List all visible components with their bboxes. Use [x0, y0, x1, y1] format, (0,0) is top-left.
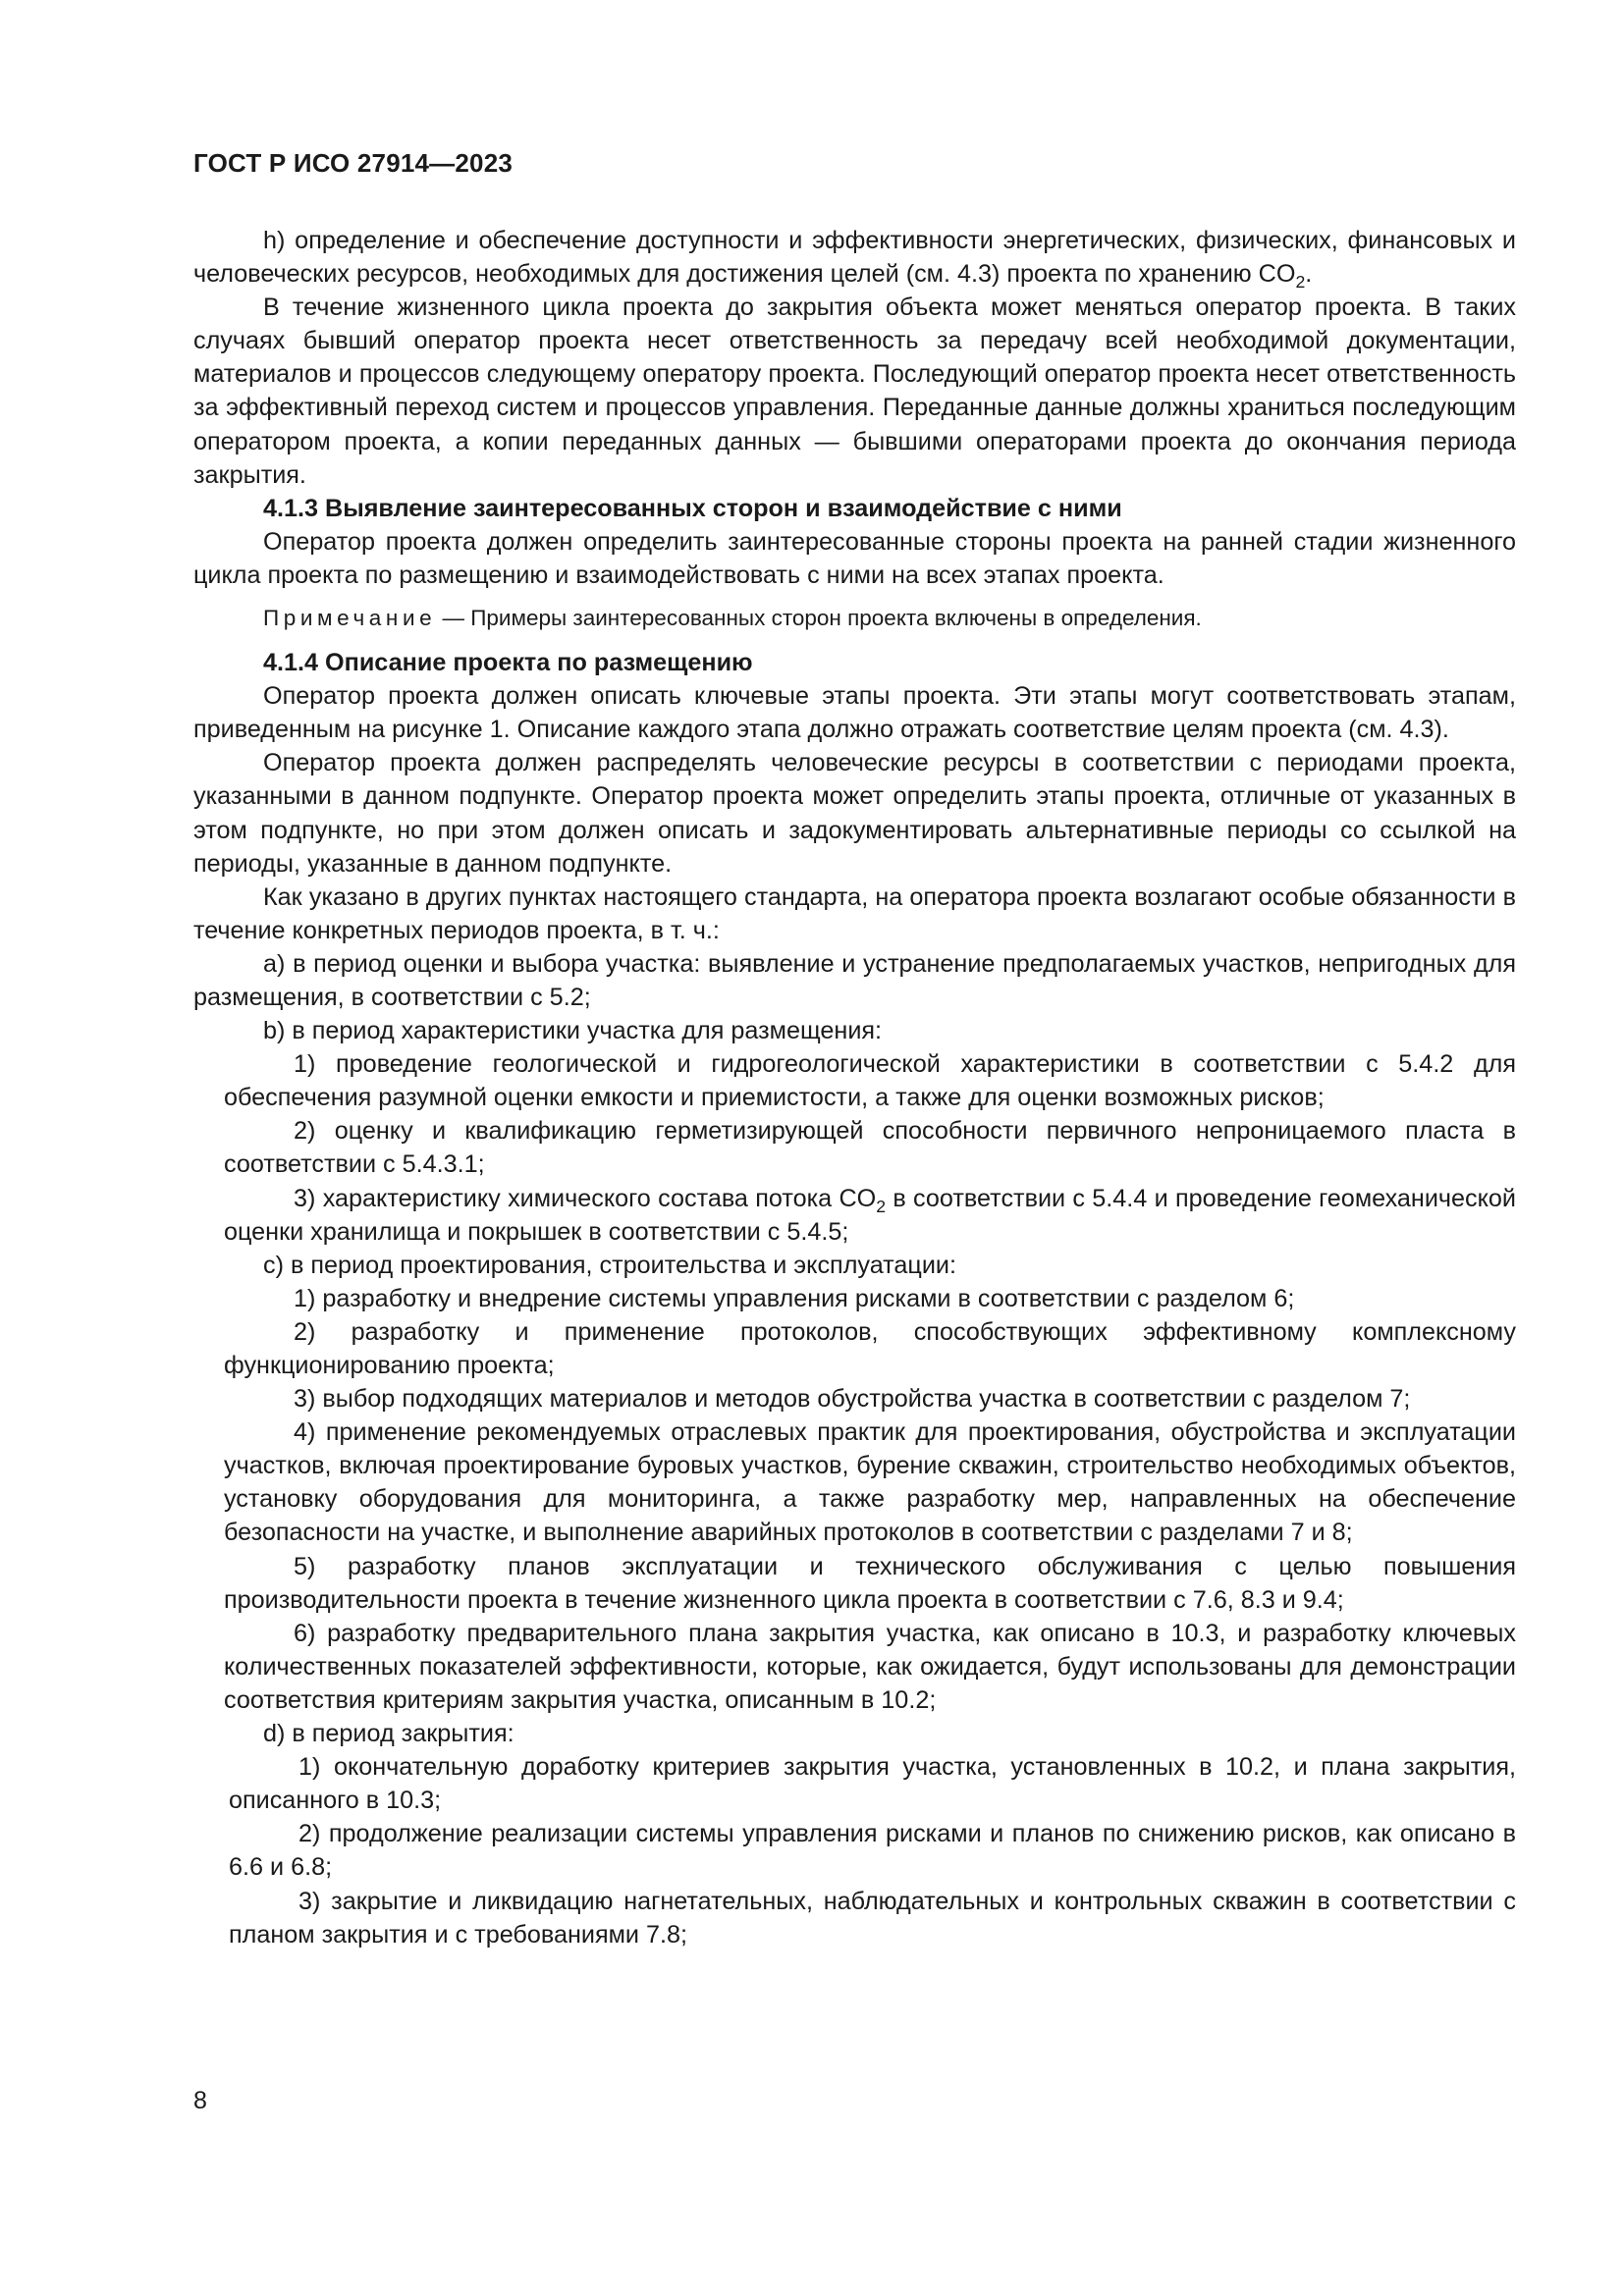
list-item-a: a) в период оценки и выбора участка: выявление и устранение предполагаемых участков, непригодных для размещения, в соответствии с 5.2;: [193, 949, 1516, 1011]
list-item-c3: 3) выбор подходящих материалов и методов обустройства участка в соответствии с разделом 7;: [294, 1385, 1411, 1414]
list-item-b3: [193, 1182, 1516, 1249]
paragraph-stakeholders: Оператор проекта должен определить заинтересованные стороны проекта на ранней стадии жизненного цикла проекта по размещению и взаимодействовать с ними на всех этапах проекта.: [193, 527, 1516, 589]
list-item-d: d) в период закрытия:: [263, 1720, 514, 1748]
note-text: — Примеры заинтересованных сторон проекта включены в определения.: [436, 606, 1202, 631]
paragraph-human-resources: Оператор проекта должен распределять человеческие ресурсы в соответствии с периодами проекта, указанными в данном подпункте. Оператор проекта может определить этапы проекта, отличные от указанных в этом подпункте, но при этом должен описать и задокументировать альтернативные периоды со ссылкой на периоды, указанные в данном подпункте.: [193, 749, 1516, 878]
paragraph-duties: Как указано в других пунктах настоящего стандарта, на оператора проекта возлагают особые обязанности в течение конкретных периодов проекта, в т. ч.:: [193, 882, 1516, 944]
subscript: 2: [876, 1196, 887, 1216]
list-item-c2: 2) разработку и применение протоколов, способствующих эффективному комплексному функционированию проекта;: [224, 1317, 1516, 1379]
list-item-c4: 4) применение рекомендуемых отраслевых практик для проектирования, обустройства и эксплуатации участков, включая проектирование буровых участков, бурение скважин, строительство необходимых объектов, установку оборудования для мониторинга, а также разработку мер, направленных на обеспечение безопасности на участке, и выполнение аварийных протоколов в соответствии с разделами 7 и 8;: [224, 1418, 1516, 1547]
item-h-text: h) определение и обеспечение доступности и эффективности энергетических, физических, финансовых и человеческих ресурсов, необходимых для достижения целей (см. 4.3) проекта по хранению CO: [193, 227, 1516, 289]
page-number: 8: [193, 2087, 207, 2114]
subscript: 2: [1295, 272, 1306, 293]
list-item-c5: 5) разработку планов эксплуатации и технического обслуживания с целью повышения производительности проекта в течение жизненного цикла проекта в соответствии с 7.6, 8.3 и 9.4;: [224, 1552, 1516, 1614]
list-item-b: b) в период характеристики участка для размещения:: [263, 1017, 883, 1045]
item-b3-end: в соответствии с 5.4.4 и проведение геомеханической оценки хранилища и покрышек в соответствии с 5.4.5;: [224, 1184, 1516, 1246]
note: [193, 603, 1516, 633]
paragraph-key-stages: Оператор проекта должен описать ключевые этапы проекта. Эти этапы могут соответствовать этапам, приведенным на рисунке 1. Описание каждого этапа должно отражать соответствие целям проекта (см. 4.3).: [193, 682, 1516, 744]
note-label: Примечание: [263, 606, 437, 631]
list-item-d2: 2) продолжение реализации системы управления рисками и планов по снижению рисков, как описано в 6.6 и 6.8;: [229, 1820, 1516, 1882]
list-item-d1: 1) окончательную доработку критериев закрытия участка, установленных в 10.2, и плана закрытия, описанного в 10.3;: [229, 1753, 1516, 1815]
paragraph-item-h: [193, 224, 1516, 291]
list-item-c6: 6) разработку предварительного плана закрытия участка, как описано в 10.3, и разработку ключевых количественных показателей эффективности, которые, как ожидается, будут использованы для демонстрации соответствия критериям закрытия участка, описанным в 10.2;: [224, 1619, 1516, 1714]
item-h-end: .: [1305, 260, 1313, 289]
document-header: ГОСТ Р ИСО 27914—2023: [193, 148, 514, 178]
list-item-d3: 3) закрытие и ликвидацию нагнетательных, наблюдательных и контрольных скважин в соответствии с планом закрытия и с требованиями 7.8;: [229, 1887, 1516, 1949]
list-item-b1: 1) проведение геологической и гидрогеологической характеристики в соответствии с 5.4.2 для обеспечения разумной оценки емкости и приемистости, а также для оценки возможных рисков;: [224, 1050, 1516, 1112]
paragraph-operator-change: В течение жизненного цикла проекта до закрытия объекта может меняться оператор проекта. В таких случаях бывший оператор проекта несет ответственность за передачу всей необходимой документации, материалов и процессов следующему оператору проекта. Последующий оператор проекта несет ответственность за эффективный переход систем и процессов управления. Переданные данные должны храниться последующим оператором проекта, а копии переданных данных — бывшими операторами проекта до окончания периода закрытия.: [193, 294, 1516, 489]
section-heading-4-1-4: 4.1.4 Описание проекта по размещению: [263, 649, 753, 677]
list-item-c1: 1) разработку и внедрение системы управления рисками в соответствии с разделом 6;: [294, 1284, 1295, 1312]
list-item-c: c) в период проектирования, строительства и эксплуатации:: [263, 1251, 956, 1279]
document-body: [193, 224, 1516, 1951]
list-item-b2: 2) оценку и квалификацию герметизирующей способности первичного непроницаемого пласта в соответствии с 5.4.3.1;: [224, 1117, 1516, 1179]
item-b3-text: 3) характеристику химического состава потока CO: [294, 1184, 877, 1212]
section-heading-4-1-3: 4.1.3 Выявление заинтересованных сторон и взаимодействие с ними: [263, 494, 1122, 522]
